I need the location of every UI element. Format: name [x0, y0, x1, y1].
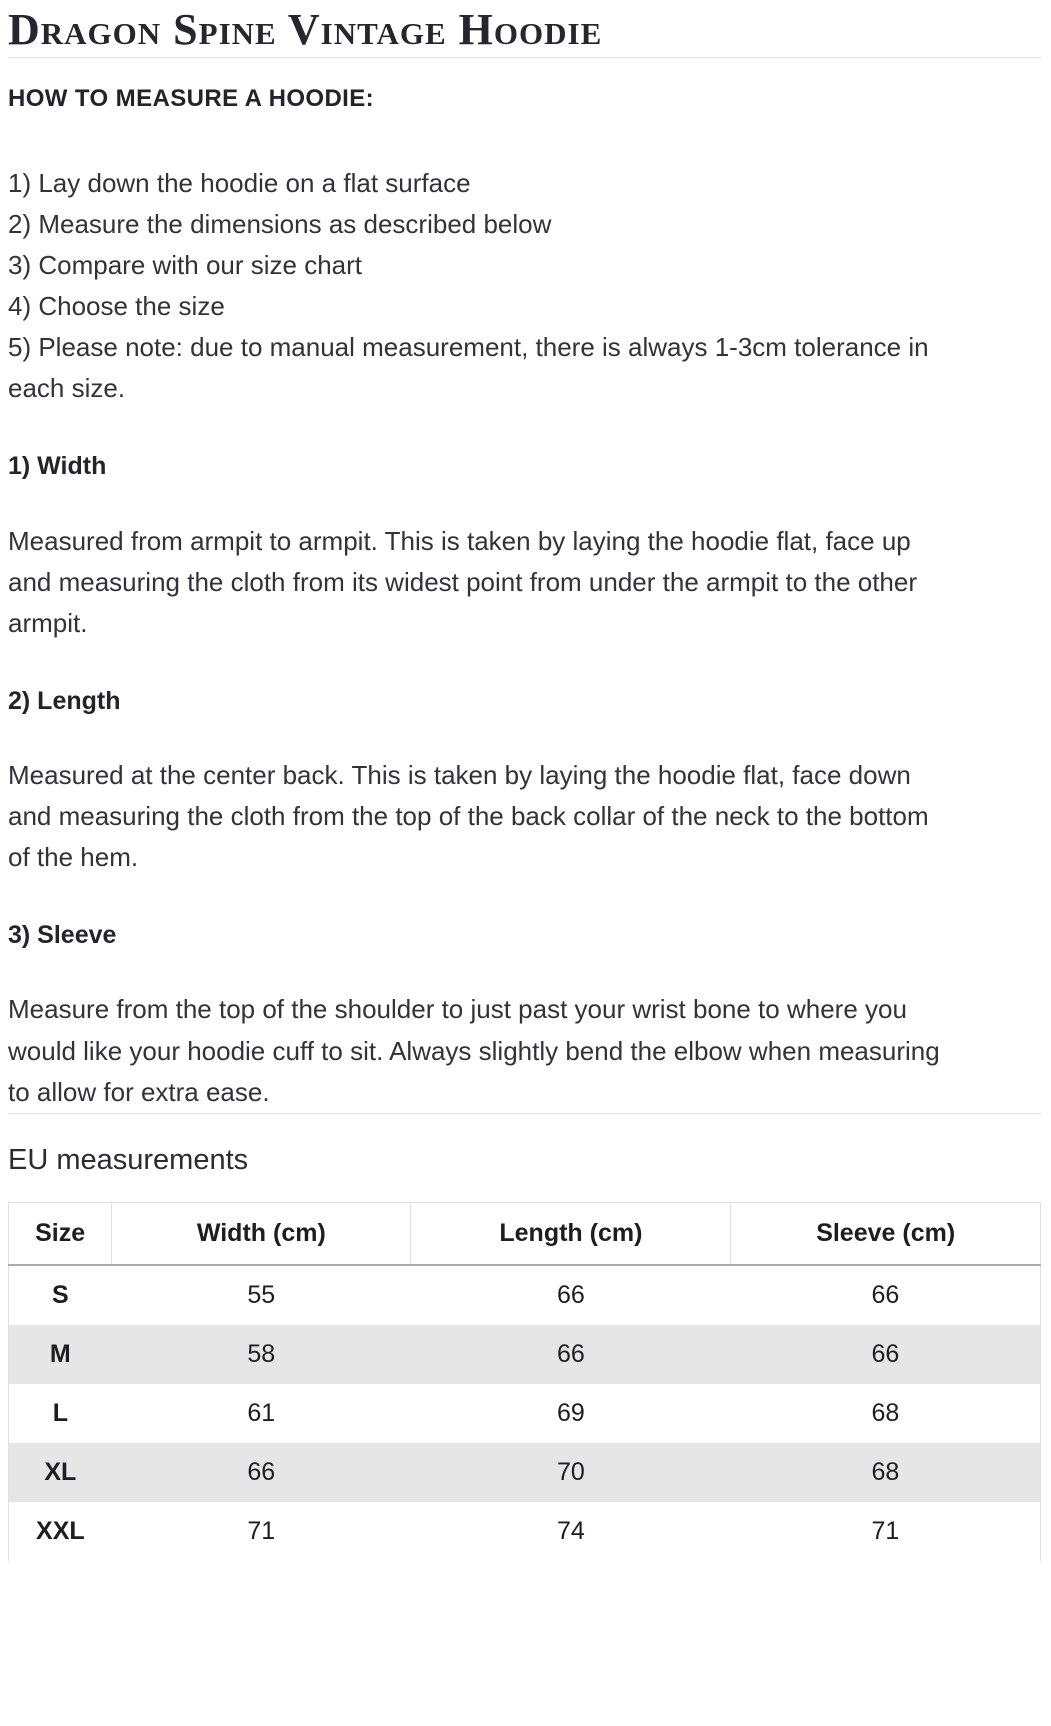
how-to-measure-heading: HOW TO MEASURE A HOODIE: — [8, 84, 375, 112]
sleeve-cell: 68 — [731, 1384, 1041, 1443]
length-cell: 66 — [557, 1280, 585, 1309]
width-section-body: Measured from armpit to armpit. This is taken by laying the hoodie flat, face up and measuring the cloth from its widest point from under the armpit to the other armpit. — [8, 525, 918, 638]
table-row — [9, 1502, 1041, 1561]
sleeve-cell: 68 — [731, 1443, 1041, 1502]
table-row — [9, 1384, 1041, 1443]
size-chart-table — [8, 1202, 1041, 1561]
width-cell: 71 — [247, 1516, 276, 1545]
width-section-heading: 1) Width — [8, 452, 107, 481]
table-row — [9, 1443, 1041, 1502]
step-item: 3) Compare with our size chart — [8, 249, 363, 280]
size-cell: S — [9, 1265, 112, 1325]
size-cell: XXL — [9, 1502, 112, 1561]
length-cell: 69 — [557, 1398, 585, 1427]
header-row — [9, 1202, 1041, 1265]
width-cell: 58 — [247, 1339, 276, 1368]
eu-measurements-heading: EU measurements — [8, 1143, 249, 1176]
width-cell: 61 — [247, 1398, 276, 1427]
size-cell: XL — [9, 1443, 112, 1502]
sleeve-cell: 66 — [731, 1265, 1041, 1325]
page-title: Dragon Spine Vintage Hoodie — [8, 5, 603, 54]
step-item: 2) Measure the dimensions as described below — [8, 208, 552, 239]
section-divider — [8, 57, 1041, 58]
length-section-heading: 2) Length — [8, 686, 121, 715]
step-item: 4) Choose the size — [8, 291, 225, 322]
table-row — [9, 1265, 1041, 1325]
width-cell: 55 — [247, 1280, 276, 1309]
column-header-width: Width (cm) — [112, 1202, 411, 1265]
width-cell: 66 — [247, 1457, 276, 1486]
sleeve-section-body: Measure from the top of the shoulder to just past your wrist bone to where you would like your hoodie cuff to sit. Always slightly bend the elbow when measuring to allow for extra ease. — [8, 994, 940, 1107]
step-item: 1) Lay down the hoodie on a flat surface — [8, 167, 471, 198]
size-cell: M — [9, 1325, 112, 1384]
product-size-guide-page — [0, 4, 1051, 1577]
step-item: 5) Please note: due to manual measurement, there is always 1-3cm tolerance in each size. — [8, 332, 929, 404]
column-header-length: Length (cm) — [411, 1202, 731, 1265]
sleeve-section-heading: 3) Sleeve — [8, 921, 117, 950]
table-row — [9, 1325, 1041, 1384]
length-cell: 66 — [557, 1339, 585, 1368]
size-chart-header — [9, 1202, 1041, 1265]
length-cell: 70 — [557, 1457, 585, 1486]
column-header-size: Size — [9, 1202, 112, 1265]
length-section-body: Measured at the center back. This is taken by laying the hoodie flat, face down and measuring the cloth from the top of the back collar of the neck to the bottom of the hem. — [8, 760, 929, 873]
column-header-sleeve: Sleeve (cm) — [731, 1202, 1041, 1265]
sleeve-cell: 71 — [731, 1502, 1041, 1561]
size-chart-body — [9, 1265, 1041, 1561]
length-cell: 74 — [557, 1516, 585, 1545]
section-divider — [8, 1113, 1041, 1114]
how-to-measure-steps — [8, 163, 943, 409]
sleeve-cell: 66 — [731, 1325, 1041, 1384]
size-cell: L — [9, 1384, 112, 1443]
